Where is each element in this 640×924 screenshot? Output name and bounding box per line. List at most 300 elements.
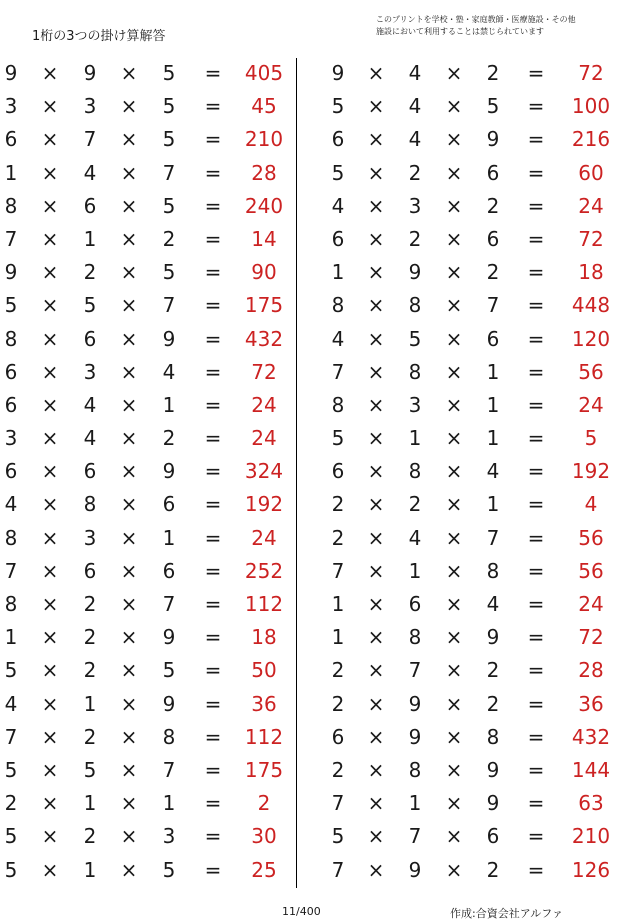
answer: 28 bbox=[251, 160, 277, 185]
times-sign: × bbox=[367, 625, 385, 650]
operand-2: 6 bbox=[83, 326, 97, 351]
times-sign: × bbox=[120, 392, 138, 417]
operand-1: 5 bbox=[4, 293, 18, 318]
operand-1: 7 bbox=[331, 857, 345, 882]
answer: 72 bbox=[578, 625, 604, 650]
equals-sign: = bbox=[204, 459, 222, 484]
times-sign: × bbox=[120, 625, 138, 650]
times-sign: × bbox=[120, 824, 138, 849]
equals-sign: = bbox=[204, 326, 222, 351]
operand-2: 4 bbox=[83, 392, 97, 417]
answer: 72 bbox=[251, 359, 277, 384]
times-sign: × bbox=[367, 525, 385, 550]
operand-3: 4 bbox=[486, 459, 500, 484]
operand-3: 9 bbox=[162, 625, 176, 650]
operand-2: 1 bbox=[83, 857, 97, 882]
operand-1: 4 bbox=[4, 492, 18, 517]
equals-sign: = bbox=[527, 94, 545, 119]
times-sign: × bbox=[41, 492, 59, 517]
times-sign: × bbox=[120, 127, 138, 152]
operand-3: 9 bbox=[162, 691, 176, 716]
equals-sign: = bbox=[527, 127, 545, 152]
operand-2: 4 bbox=[83, 160, 97, 185]
operand-3: 5 bbox=[162, 260, 176, 285]
answer: 324 bbox=[244, 459, 284, 484]
times-sign: × bbox=[120, 691, 138, 716]
operand-3: 1 bbox=[486, 426, 500, 451]
operand-1: 3 bbox=[4, 94, 18, 119]
answer: 56 bbox=[578, 525, 604, 550]
operand-2: 1 bbox=[83, 791, 97, 816]
equals-sign: = bbox=[204, 127, 222, 152]
operand-1: 1 bbox=[4, 160, 18, 185]
operand-2: 3 bbox=[408, 392, 422, 417]
answer: 175 bbox=[244, 293, 284, 318]
answer: 56 bbox=[578, 359, 604, 384]
times-sign: × bbox=[445, 691, 463, 716]
times-sign: × bbox=[367, 492, 385, 517]
operand-3: 2 bbox=[486, 658, 500, 683]
equals-sign: = bbox=[204, 824, 222, 849]
column-divider bbox=[296, 58, 297, 888]
operand-2: 4 bbox=[408, 525, 422, 550]
times-sign: × bbox=[367, 592, 385, 616]
operand-3: 9 bbox=[162, 459, 176, 484]
equals-sign: = bbox=[527, 459, 545, 484]
operand-3: 2 bbox=[486, 691, 500, 716]
equals-sign: = bbox=[204, 193, 222, 218]
operand-2: 1 bbox=[408, 791, 422, 816]
times-sign: × bbox=[445, 824, 463, 849]
times-sign: × bbox=[445, 392, 463, 417]
answer: 36 bbox=[578, 691, 604, 716]
times-sign: × bbox=[41, 791, 59, 816]
times-sign: × bbox=[445, 94, 463, 119]
operand-3: 7 bbox=[162, 592, 176, 616]
equals-sign: = bbox=[204, 392, 222, 417]
times-sign: × bbox=[120, 592, 138, 616]
equals-sign: = bbox=[204, 492, 222, 517]
operand-3: 6 bbox=[162, 558, 176, 583]
equals-sign: = bbox=[527, 61, 545, 85]
times-sign: × bbox=[445, 791, 463, 816]
operand-3: 1 bbox=[486, 392, 500, 417]
times-sign: × bbox=[41, 558, 59, 583]
answer: 60 bbox=[578, 160, 604, 185]
equals-sign: = bbox=[527, 326, 545, 351]
operand-3: 2 bbox=[162, 226, 176, 251]
equals-sign: = bbox=[527, 359, 545, 384]
times-sign: × bbox=[41, 160, 59, 185]
times-sign: × bbox=[367, 459, 385, 484]
operand-2: 2 bbox=[83, 824, 97, 849]
operand-2: 7 bbox=[83, 127, 97, 152]
times-sign: × bbox=[41, 658, 59, 683]
operand-1: 1 bbox=[331, 260, 345, 285]
times-sign: × bbox=[367, 558, 385, 583]
operand-2: 9 bbox=[408, 724, 422, 749]
operand-1: 8 bbox=[331, 392, 345, 417]
equals-sign: = bbox=[527, 558, 545, 583]
operand-2: 3 bbox=[83, 525, 97, 550]
times-sign: × bbox=[120, 492, 138, 517]
equals-sign: = bbox=[527, 857, 545, 882]
operand-3: 2 bbox=[486, 61, 500, 85]
operand-1: 2 bbox=[331, 525, 345, 550]
operand-1: 8 bbox=[4, 525, 18, 550]
operand-1: 2 bbox=[331, 691, 345, 716]
equals-sign: = bbox=[527, 293, 545, 318]
operand-1: 8 bbox=[331, 293, 345, 318]
usage-notice bbox=[376, 14, 626, 38]
times-sign: × bbox=[367, 691, 385, 716]
answer: 28 bbox=[578, 658, 604, 683]
answer: 448 bbox=[571, 293, 611, 318]
operand-3: 6 bbox=[486, 824, 500, 849]
operand-1: 1 bbox=[331, 592, 345, 616]
operand-3: 8 bbox=[486, 724, 500, 749]
answer: 24 bbox=[251, 392, 277, 417]
times-sign: × bbox=[367, 160, 385, 185]
operand-3: 7 bbox=[162, 160, 176, 185]
answer: 24 bbox=[251, 525, 277, 550]
equals-sign: = bbox=[204, 558, 222, 583]
equals-sign: = bbox=[204, 293, 222, 318]
operand-2: 9 bbox=[408, 260, 422, 285]
times-sign: × bbox=[445, 260, 463, 285]
equals-sign: = bbox=[204, 61, 222, 85]
times-sign: × bbox=[445, 558, 463, 583]
times-sign: × bbox=[367, 293, 385, 318]
operand-2: 5 bbox=[83, 293, 97, 318]
operand-3: 1 bbox=[162, 392, 176, 417]
times-sign: × bbox=[367, 757, 385, 782]
answer: 240 bbox=[244, 193, 284, 218]
answer: 72 bbox=[578, 226, 604, 251]
operand-3: 5 bbox=[162, 94, 176, 119]
answer: 63 bbox=[578, 791, 604, 816]
answer: 192 bbox=[571, 459, 611, 484]
times-sign: × bbox=[367, 824, 385, 849]
operand-2: 8 bbox=[408, 459, 422, 484]
times-sign: × bbox=[445, 658, 463, 683]
times-sign: × bbox=[41, 293, 59, 318]
equals-sign: = bbox=[204, 426, 222, 451]
operand-3: 9 bbox=[162, 326, 176, 351]
operand-3: 4 bbox=[162, 359, 176, 384]
author-credit: 作成:合資会社アルファ bbox=[450, 907, 564, 920]
operand-3: 9 bbox=[486, 127, 500, 152]
operand-1: 7 bbox=[331, 558, 345, 583]
equals-sign: = bbox=[204, 94, 222, 119]
answer: 112 bbox=[244, 724, 284, 749]
answer: 120 bbox=[571, 326, 611, 351]
times-sign: × bbox=[41, 757, 59, 782]
operand-3: 1 bbox=[162, 791, 176, 816]
times-sign: × bbox=[445, 160, 463, 185]
operand-1: 6 bbox=[331, 724, 345, 749]
equals-sign: = bbox=[204, 359, 222, 384]
times-sign: × bbox=[367, 61, 385, 85]
equals-sign: = bbox=[527, 625, 545, 650]
operand-2: 5 bbox=[408, 326, 422, 351]
times-sign: × bbox=[445, 127, 463, 152]
equals-sign: = bbox=[204, 691, 222, 716]
operand-2: 2 bbox=[83, 592, 97, 616]
answer: 72 bbox=[578, 61, 604, 85]
operand-3: 5 bbox=[162, 127, 176, 152]
operand-1: 3 bbox=[4, 426, 18, 451]
times-sign: × bbox=[445, 326, 463, 351]
operand-2: 3 bbox=[83, 359, 97, 384]
operand-2: 8 bbox=[408, 757, 422, 782]
times-sign: × bbox=[120, 757, 138, 782]
times-sign: × bbox=[120, 857, 138, 882]
operand-3: 1 bbox=[162, 525, 176, 550]
times-sign: × bbox=[445, 857, 463, 882]
answer: 18 bbox=[578, 260, 604, 285]
operand-1: 7 bbox=[4, 724, 18, 749]
answer: 4 bbox=[584, 492, 598, 517]
answer: 56 bbox=[578, 558, 604, 583]
times-sign: × bbox=[120, 94, 138, 119]
operand-2: 1 bbox=[408, 558, 422, 583]
answer: 192 bbox=[244, 492, 284, 517]
answer: 36 bbox=[251, 691, 277, 716]
operand-3: 7 bbox=[162, 757, 176, 782]
operand-1: 6 bbox=[4, 127, 18, 152]
answer: 5 bbox=[584, 426, 598, 451]
times-sign: × bbox=[367, 226, 385, 251]
equals-sign: = bbox=[527, 658, 545, 683]
times-sign: × bbox=[41, 691, 59, 716]
equals-sign: = bbox=[527, 824, 545, 849]
times-sign: × bbox=[367, 326, 385, 351]
times-sign: × bbox=[445, 492, 463, 517]
equals-sign: = bbox=[204, 658, 222, 683]
page-title: 1桁の3つの掛け算解答 bbox=[32, 29, 166, 44]
operand-2: 8 bbox=[83, 492, 97, 517]
operand-1: 6 bbox=[4, 392, 18, 417]
operand-3: 6 bbox=[162, 492, 176, 517]
equals-sign: = bbox=[527, 757, 545, 782]
operand-2: 2 bbox=[83, 260, 97, 285]
operand-1: 9 bbox=[4, 260, 18, 285]
operand-2: 8 bbox=[408, 625, 422, 650]
times-sign: × bbox=[120, 326, 138, 351]
operand-1: 2 bbox=[331, 658, 345, 683]
operand-1: 5 bbox=[331, 426, 345, 451]
times-sign: × bbox=[445, 525, 463, 550]
times-sign: × bbox=[41, 94, 59, 119]
times-sign: × bbox=[41, 359, 59, 384]
equals-sign: = bbox=[204, 592, 222, 616]
times-sign: × bbox=[41, 127, 59, 152]
operand-2: 4 bbox=[408, 61, 422, 85]
operand-2: 2 bbox=[83, 724, 97, 749]
equals-sign: = bbox=[527, 193, 545, 218]
equals-sign: = bbox=[527, 260, 545, 285]
operand-2: 9 bbox=[408, 857, 422, 882]
equals-sign: = bbox=[527, 392, 545, 417]
operand-2: 9 bbox=[408, 691, 422, 716]
operand-1: 5 bbox=[331, 160, 345, 185]
answer: 100 bbox=[571, 94, 611, 119]
operand-1: 6 bbox=[4, 359, 18, 384]
times-sign: × bbox=[445, 426, 463, 451]
equals-sign: = bbox=[527, 160, 545, 185]
operand-2: 2 bbox=[408, 160, 422, 185]
times-sign: × bbox=[367, 392, 385, 417]
operand-1: 4 bbox=[331, 193, 345, 218]
equals-sign: = bbox=[204, 625, 222, 650]
times-sign: × bbox=[120, 293, 138, 318]
equals-sign: = bbox=[527, 691, 545, 716]
times-sign: × bbox=[367, 359, 385, 384]
times-sign: × bbox=[41, 459, 59, 484]
times-sign: × bbox=[120, 791, 138, 816]
operand-3: 8 bbox=[162, 724, 176, 749]
times-sign: × bbox=[120, 260, 138, 285]
operand-2: 6 bbox=[83, 459, 97, 484]
answer: 144 bbox=[571, 757, 611, 782]
equals-sign: = bbox=[204, 260, 222, 285]
operand-1: 5 bbox=[331, 824, 345, 849]
operand-3: 2 bbox=[162, 426, 176, 451]
operand-2: 7 bbox=[408, 658, 422, 683]
answer: 175 bbox=[244, 757, 284, 782]
operand-2: 5 bbox=[83, 757, 97, 782]
answer: 216 bbox=[571, 127, 611, 152]
operand-1: 5 bbox=[4, 824, 18, 849]
operand-3: 8 bbox=[486, 558, 500, 583]
times-sign: × bbox=[120, 359, 138, 384]
times-sign: × bbox=[120, 160, 138, 185]
operand-3: 5 bbox=[162, 857, 176, 882]
times-sign: × bbox=[367, 857, 385, 882]
times-sign: × bbox=[41, 260, 59, 285]
times-sign: × bbox=[367, 193, 385, 218]
times-sign: × bbox=[120, 226, 138, 251]
equals-sign: = bbox=[527, 226, 545, 251]
usage-notice-line-1: このプリントを学校・塾・家庭教師・医療施設・その他 bbox=[376, 15, 576, 24]
times-sign: × bbox=[41, 857, 59, 882]
operand-3: 5 bbox=[162, 658, 176, 683]
operand-3: 9 bbox=[486, 757, 500, 782]
times-sign: × bbox=[120, 61, 138, 85]
operand-1: 6 bbox=[331, 127, 345, 152]
operand-3: 6 bbox=[486, 326, 500, 351]
operand-2: 2 bbox=[83, 658, 97, 683]
operand-2: 9 bbox=[83, 61, 97, 85]
operand-3: 5 bbox=[162, 61, 176, 85]
answer: 24 bbox=[578, 392, 604, 417]
equals-sign: = bbox=[204, 525, 222, 550]
operand-3: 2 bbox=[486, 193, 500, 218]
operand-1: 1 bbox=[4, 625, 18, 650]
operand-3: 5 bbox=[486, 94, 500, 119]
answer: 210 bbox=[244, 127, 284, 152]
operand-3: 6 bbox=[486, 160, 500, 185]
operand-2: 1 bbox=[83, 226, 97, 251]
equals-sign: = bbox=[527, 525, 545, 550]
operand-3: 9 bbox=[486, 791, 500, 816]
answer: 432 bbox=[571, 724, 611, 749]
operand-2: 2 bbox=[83, 625, 97, 650]
equals-sign: = bbox=[204, 226, 222, 251]
answer: 50 bbox=[251, 658, 277, 683]
times-sign: × bbox=[367, 426, 385, 451]
answer: 24 bbox=[578, 592, 604, 616]
operand-2: 2 bbox=[408, 492, 422, 517]
operand-1: 8 bbox=[4, 592, 18, 616]
answer: 24 bbox=[251, 426, 277, 451]
operand-1: 5 bbox=[4, 658, 18, 683]
operand-1: 5 bbox=[4, 757, 18, 782]
operand-1: 6 bbox=[331, 226, 345, 251]
operand-1: 9 bbox=[4, 61, 18, 85]
answer: 2 bbox=[257, 791, 271, 816]
operand-1: 6 bbox=[331, 459, 345, 484]
answer: 252 bbox=[244, 558, 284, 583]
equals-sign: = bbox=[527, 426, 545, 451]
answer: 112 bbox=[244, 592, 284, 616]
operand-2: 6 bbox=[408, 592, 422, 616]
operand-1: 4 bbox=[331, 326, 345, 351]
times-sign: × bbox=[367, 791, 385, 816]
equals-sign: = bbox=[527, 492, 545, 517]
equals-sign: = bbox=[527, 724, 545, 749]
times-sign: × bbox=[120, 558, 138, 583]
operand-1: 7 bbox=[4, 226, 18, 251]
answer: 30 bbox=[251, 824, 277, 849]
equals-sign: = bbox=[204, 724, 222, 749]
operand-1: 8 bbox=[4, 326, 18, 351]
operand-3: 3 bbox=[162, 824, 176, 849]
equals-sign: = bbox=[204, 857, 222, 882]
operand-1: 7 bbox=[4, 558, 18, 583]
operand-2: 2 bbox=[408, 226, 422, 251]
operand-2: 1 bbox=[83, 691, 97, 716]
times-sign: × bbox=[41, 592, 59, 616]
operand-1: 5 bbox=[4, 857, 18, 882]
operand-3: 9 bbox=[486, 625, 500, 650]
answer: 90 bbox=[251, 260, 277, 285]
page-number: 11/400 bbox=[282, 905, 321, 918]
equals-sign: = bbox=[527, 791, 545, 816]
answer: 24 bbox=[578, 193, 604, 218]
times-sign: × bbox=[120, 459, 138, 484]
answer: 405 bbox=[244, 61, 284, 85]
operand-1: 2 bbox=[331, 492, 345, 517]
answer: 25 bbox=[251, 857, 277, 882]
operand-3: 5 bbox=[162, 193, 176, 218]
operand-3: 7 bbox=[486, 293, 500, 318]
operand-3: 6 bbox=[486, 226, 500, 251]
times-sign: × bbox=[367, 127, 385, 152]
operand-2: 3 bbox=[408, 193, 422, 218]
operand-3: 2 bbox=[486, 857, 500, 882]
equals-sign: = bbox=[527, 592, 545, 616]
times-sign: × bbox=[445, 226, 463, 251]
operand-2: 6 bbox=[83, 558, 97, 583]
operand-2: 7 bbox=[408, 824, 422, 849]
usage-notice-line-2: 施設において利用することは禁じられています bbox=[376, 27, 544, 36]
answer: 210 bbox=[571, 824, 611, 849]
times-sign: × bbox=[41, 193, 59, 218]
times-sign: × bbox=[445, 757, 463, 782]
operand-3: 1 bbox=[486, 359, 500, 384]
